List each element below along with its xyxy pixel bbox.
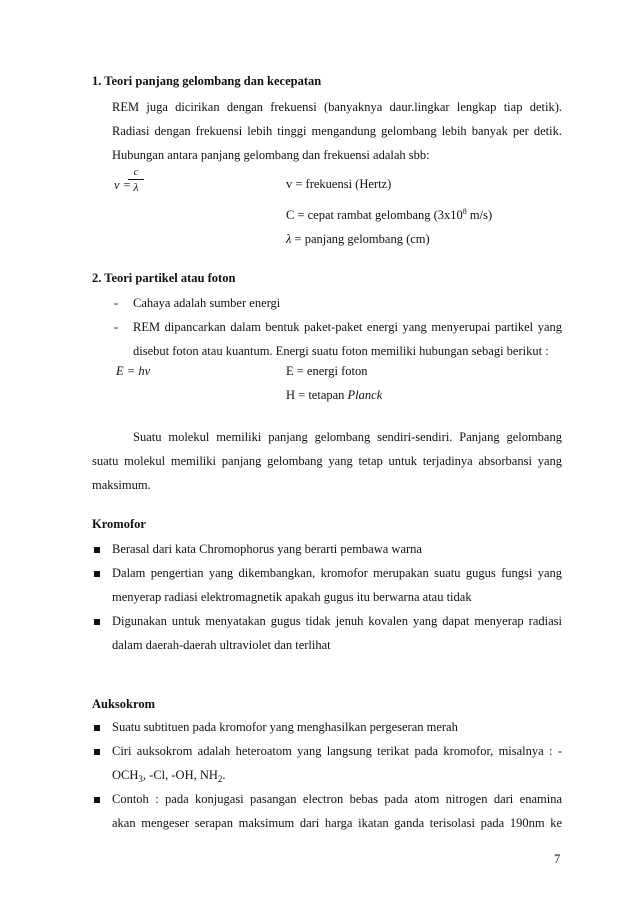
page-number: 7 xyxy=(554,852,561,866)
wave-formula-fraction xyxy=(128,166,144,194)
och-text: OCH xyxy=(112,768,139,782)
legend-speed-unit: m/s) xyxy=(466,208,493,222)
square-bullet-icon xyxy=(94,725,100,731)
legend-speed-text: C = cepat rambat gelombang (3x10 xyxy=(286,208,463,222)
square-bullet-icon xyxy=(94,547,100,553)
wave-formula-lhs: v = xyxy=(114,178,132,192)
square-bullet-icon xyxy=(94,619,100,625)
kromofor-item-3-line-2: dalam daerah-daerah ultraviolet dan terlihat xyxy=(112,638,331,652)
kromofor-heading: Kromofor xyxy=(92,517,146,531)
kromofor-item-1: Berasal dari kata Chromophorus yang berarti pembawa warna xyxy=(112,542,422,556)
section-2-item-2-line-2: disebut foton atau kuantum. Energi suatu foton memiliki hubungan sebagi berikut : xyxy=(133,344,549,358)
square-bullet-icon xyxy=(94,749,100,755)
groups-text: , -Cl, -OH, NH xyxy=(142,768,218,782)
kromofor-item-2-line-1: Dalam pengertian yang dikembangkan, kromofor merupakan suatu gugus fungsi yang xyxy=(112,566,562,580)
kromofor-item-3-line-1: Digunakan untuk menyatakan gugus tidak jenuh kovalen yang dapat menyerap radiasi xyxy=(112,614,562,628)
nh-subscript: 2 xyxy=(217,774,223,784)
legend-speed-exponent: 8 xyxy=(462,207,467,216)
square-bullet-icon xyxy=(94,797,100,803)
auksokrom-item-2-line-1: Ciri auksokrom adalah heteroatom yang langsung terikat pada kromofor, misalnya : - xyxy=(112,744,562,758)
och-subscript: 3 xyxy=(138,774,143,784)
section-1-line-3: Hubungan antara panjang gelombang dan frekuensi adalah sbb: xyxy=(112,148,430,162)
period-text: . xyxy=(222,768,226,782)
paragraph-line-2: suatu molekul memiliki panjang gelombang yang tetap untuk terjadinya absorbansi yang xyxy=(92,454,562,468)
legend-planck-name: Planck xyxy=(347,388,383,402)
section-2-heading: 2. Teori partikel atau foton xyxy=(92,271,236,285)
auksokrom-item-3-line-2: akan mengeser serapan maksimum dari harga ikatan ganda terisolasi pada 190nm ke xyxy=(112,816,562,830)
wave-formula-numerator: c xyxy=(133,166,139,178)
paragraph-line-1: Suatu molekul memiliki panjang gelombang sendiri-sendiri. Panjang gelombang xyxy=(133,430,562,444)
auksokrom-item-1: Suatu subtituen pada kromofor yang menghasilkan pergeseran merah xyxy=(112,720,458,734)
photon-formula: E = hv xyxy=(116,364,151,378)
legend-energy: E = energi foton xyxy=(286,364,368,378)
section-1-line-2: Radiasi dengan frekuensi lebih tinggi mengandung gelombang lebih banyak per detik. xyxy=(112,124,562,138)
section-1-line-1: REM juga dicirikan dengan frekuensi (banyaknya daur.lingkar lengkap tiap detik). xyxy=(112,100,562,114)
dash-2: - xyxy=(114,320,119,334)
legend-planck xyxy=(286,388,382,403)
square-bullet-icon xyxy=(94,571,100,577)
section-2-item-1: Cahaya adalah sumber energi xyxy=(133,296,281,310)
wave-formula-denominator: λ xyxy=(133,180,139,194)
section-2-item-2-line-1: REM dipancarkan dalam bentuk paket-paket energi yang menyerupai partikel yang xyxy=(133,320,562,334)
kromofor-item-2-line-2: menyerap radiasi elektromagnetik apakah gugus itu berwarna atau tidak xyxy=(112,590,472,604)
legend-wavelength-text: = panjang gelombang (cm) xyxy=(294,232,430,246)
auksokrom-item-3-line-1: Contoh : pada konjugasi pasangan electron bebas pada atom nitrogen dari enamina xyxy=(112,792,562,806)
auksokrom-item-2-line-2 xyxy=(112,768,226,783)
dash-1: - xyxy=(114,296,119,310)
legend-frequency: v = frekuensi (Hertz) xyxy=(286,177,392,191)
legend-speed xyxy=(286,208,492,223)
paragraph-line-3: maksimum. xyxy=(92,478,151,492)
legend-wavelength xyxy=(286,232,430,247)
section-1-heading: 1. Teori panjang gelombang dan kecepatan xyxy=(92,74,322,88)
legend-planck-text: H = tetapan xyxy=(286,388,348,402)
auksokrom-heading: Auksokrom xyxy=(92,697,155,711)
lambda-symbol: λ xyxy=(286,232,292,246)
